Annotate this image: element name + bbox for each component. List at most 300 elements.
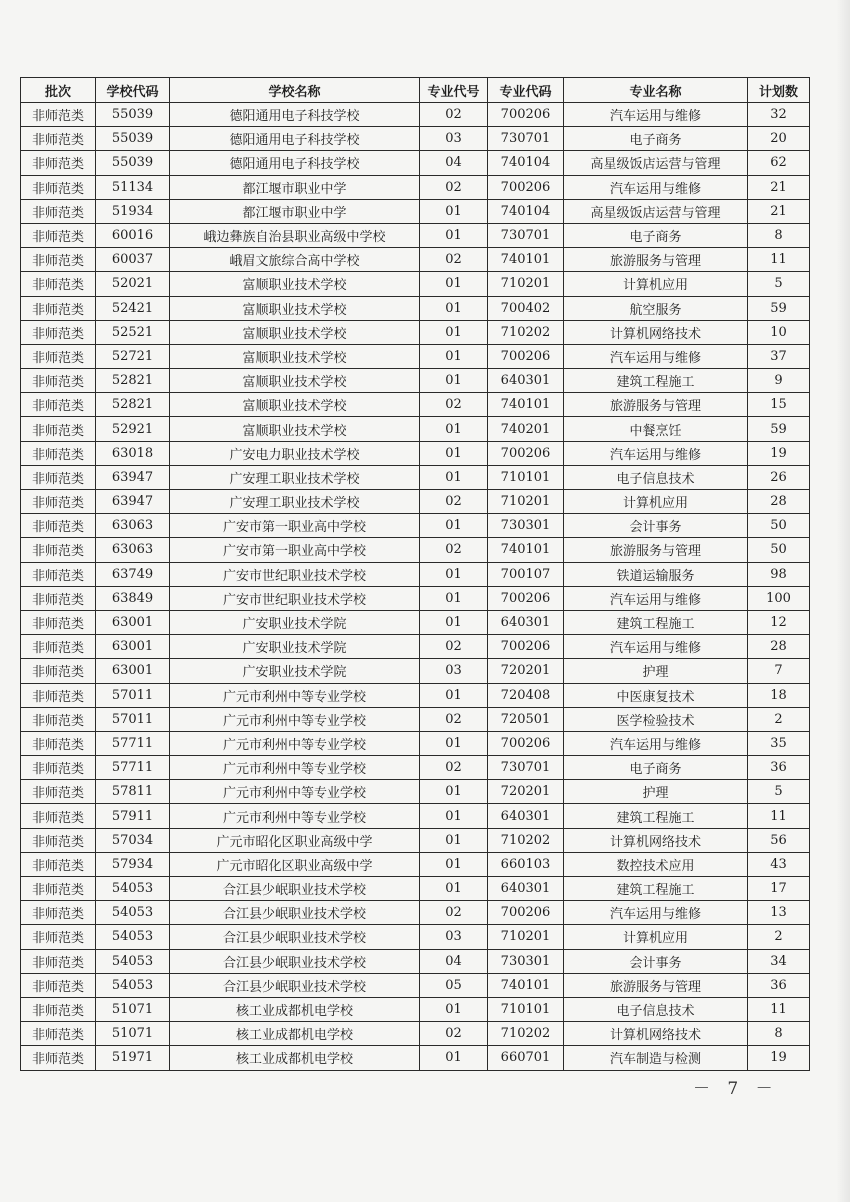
enrollment-plan-table [20, 77, 810, 1071]
table-row [21, 369, 810, 393]
cell-major-name: 会计事务 [564, 514, 748, 538]
cell-school-name: 合江县少岷职业技术学校 [170, 949, 420, 973]
cell-major-number: 01 [420, 296, 488, 320]
cell-major-name: 电子信息技术 [564, 997, 748, 1021]
cell-school-code: 57034 [96, 828, 170, 852]
cell-plan-count: 32 [748, 103, 810, 127]
cell-major-code: 700206 [488, 175, 564, 199]
cell-major-name: 汽车制造与检测 [564, 1046, 748, 1070]
cell-major-number: 01 [420, 1046, 488, 1070]
cell-major-number: 01 [420, 514, 488, 538]
cell-major-number: 01 [420, 804, 488, 828]
table-row [21, 151, 810, 175]
table-row [21, 828, 810, 852]
cell-major-name: 会计事务 [564, 949, 748, 973]
cell-major-code: 640301 [488, 877, 564, 901]
cell-major-code: 720201 [488, 780, 564, 804]
cell-school-name: 都江堰市职业中学 [170, 175, 420, 199]
cell-school-code: 57934 [96, 852, 170, 876]
cell-batch: 非师范类 [21, 1046, 96, 1070]
cell-batch: 非师范类 [21, 780, 96, 804]
table-row [21, 852, 810, 876]
table-row [21, 756, 810, 780]
table-body [21, 103, 810, 1071]
cell-major-code: 660701 [488, 1046, 564, 1070]
cell-major-code: 700206 [488, 635, 564, 659]
cell-batch: 非师范类 [21, 417, 96, 441]
header-major-code: 专业代码 [488, 78, 564, 103]
cell-batch: 非师范类 [21, 296, 96, 320]
cell-school-name: 广安市世纪职业技术学校 [170, 562, 420, 586]
cell-school-code: 63063 [96, 538, 170, 562]
cell-major-number: 03 [420, 127, 488, 151]
cell-school-name: 广元市昭化区职业高级中学 [170, 828, 420, 852]
cell-major-number: 02 [420, 1022, 488, 1046]
cell-school-code: 63001 [96, 635, 170, 659]
cell-major-code: 640301 [488, 610, 564, 634]
cell-batch: 非师范类 [21, 320, 96, 344]
cell-major-code: 710202 [488, 1022, 564, 1046]
cell-school-name: 德阳通用电子科技学校 [170, 103, 420, 127]
cell-major-name: 数控技术应用 [564, 852, 748, 876]
header-school-name: 学校名称 [170, 78, 420, 103]
cell-major-number: 01 [420, 828, 488, 852]
cell-major-number: 02 [420, 635, 488, 659]
cell-school-name: 峨眉文旅综合高中学校 [170, 248, 420, 272]
cell-school-name: 广元市利州中等专业学校 [170, 707, 420, 731]
cell-batch: 非师范类 [21, 369, 96, 393]
table-row [21, 731, 810, 755]
cell-major-number: 01 [420, 441, 488, 465]
table-row [21, 393, 810, 417]
cell-major-name: 电子信息技术 [564, 465, 748, 489]
cell-school-code: 52821 [96, 369, 170, 393]
table-row [21, 514, 810, 538]
cell-school-name: 合江县少岷职业技术学校 [170, 925, 420, 949]
cell-school-code: 60016 [96, 223, 170, 247]
cell-school-name: 峨边彝族自治县职业高级中学校 [170, 223, 420, 247]
header-major-number: 专业代号 [420, 78, 488, 103]
cell-major-code: 710202 [488, 320, 564, 344]
cell-batch: 非师范类 [21, 272, 96, 296]
cell-plan-count: 98 [748, 562, 810, 586]
cell-major-name: 计算机网络技术 [564, 320, 748, 344]
cell-major-number: 05 [420, 973, 488, 997]
table-row [21, 272, 810, 296]
cell-major-name: 汽车运用与维修 [564, 901, 748, 925]
cell-major-name: 旅游服务与管理 [564, 538, 748, 562]
cell-school-name: 核工业成都机电学校 [170, 1046, 420, 1070]
cell-major-code: 720408 [488, 683, 564, 707]
cell-school-code: 55039 [96, 127, 170, 151]
cell-major-number: 01 [420, 465, 488, 489]
cell-major-code: 740104 [488, 151, 564, 175]
cell-major-number: 03 [420, 659, 488, 683]
cell-plan-count: 15 [748, 393, 810, 417]
table-row [21, 320, 810, 344]
cell-major-code: 710101 [488, 997, 564, 1021]
cell-school-code: 63947 [96, 465, 170, 489]
cell-school-code: 52921 [96, 417, 170, 441]
cell-major-number: 01 [420, 586, 488, 610]
cell-plan-count: 56 [748, 828, 810, 852]
cell-school-name: 富顺职业技术学校 [170, 417, 420, 441]
cell-major-number: 01 [420, 780, 488, 804]
cell-major-code: 700206 [488, 731, 564, 755]
cell-plan-count: 34 [748, 949, 810, 973]
cell-plan-count: 37 [748, 344, 810, 368]
cell-school-name: 广元市利州中等专业学校 [170, 683, 420, 707]
cell-school-code: 57711 [96, 756, 170, 780]
cell-major-name: 电子商务 [564, 127, 748, 151]
cell-major-name: 汽车运用与维修 [564, 441, 748, 465]
cell-plan-count: 5 [748, 272, 810, 296]
cell-major-name: 旅游服务与管理 [564, 973, 748, 997]
cell-school-code: 63001 [96, 610, 170, 634]
cell-school-code: 57711 [96, 731, 170, 755]
cell-major-name: 计算机应用 [564, 490, 748, 514]
cell-school-name: 广安市第一职业高中学校 [170, 538, 420, 562]
cell-plan-count: 19 [748, 1046, 810, 1070]
cell-major-code: 700206 [488, 103, 564, 127]
cell-major-code: 660103 [488, 852, 564, 876]
cell-school-name: 合江县少岷职业技术学校 [170, 901, 420, 925]
cell-school-code: 63849 [96, 586, 170, 610]
cell-major-code: 700206 [488, 586, 564, 610]
cell-plan-count: 36 [748, 973, 810, 997]
cell-school-code: 51934 [96, 199, 170, 223]
cell-plan-count: 11 [748, 248, 810, 272]
cell-batch: 非师范类 [21, 586, 96, 610]
cell-batch: 非师范类 [21, 393, 96, 417]
cell-plan-count: 9 [748, 369, 810, 393]
cell-major-number: 01 [420, 369, 488, 393]
cell-plan-count: 21 [748, 175, 810, 199]
cell-school-code: 52721 [96, 344, 170, 368]
cell-batch: 非师范类 [21, 828, 96, 852]
cell-major-name: 中医康复技术 [564, 683, 748, 707]
cell-plan-count: 8 [748, 223, 810, 247]
cell-major-name: 建筑工程施工 [564, 610, 748, 634]
table-row [21, 1022, 810, 1046]
cell-plan-count: 2 [748, 707, 810, 731]
cell-major-name: 计算机应用 [564, 925, 748, 949]
cell-school-code: 60037 [96, 248, 170, 272]
cell-batch: 非师范类 [21, 538, 96, 562]
table-row [21, 659, 810, 683]
cell-plan-count: 43 [748, 852, 810, 876]
cell-school-code: 55039 [96, 103, 170, 127]
table-row [21, 248, 810, 272]
cell-major-code: 710201 [488, 272, 564, 296]
cell-plan-count: 28 [748, 635, 810, 659]
cell-batch: 非师范类 [21, 223, 96, 247]
cell-major-code: 740101 [488, 393, 564, 417]
table-row [21, 804, 810, 828]
cell-major-name: 汽车运用与维修 [564, 586, 748, 610]
cell-school-name: 合江县少岷职业技术学校 [170, 973, 420, 997]
cell-plan-count: 11 [748, 997, 810, 1021]
cell-major-name: 建筑工程施工 [564, 369, 748, 393]
cell-school-code: 57011 [96, 683, 170, 707]
cell-major-name: 电子商务 [564, 223, 748, 247]
cell-batch: 非师范类 [21, 852, 96, 876]
cell-major-number: 01 [420, 997, 488, 1021]
cell-school-name: 广安市世纪职业技术学校 [170, 586, 420, 610]
cell-major-number: 01 [420, 272, 488, 296]
table-row [21, 635, 810, 659]
table-row [21, 707, 810, 731]
cell-major-name: 汽车运用与维修 [564, 635, 748, 659]
cell-batch: 非师范类 [21, 973, 96, 997]
cell-major-code: 740101 [488, 248, 564, 272]
cell-major-number: 04 [420, 151, 488, 175]
cell-major-code: 640301 [488, 369, 564, 393]
cell-batch: 非师范类 [21, 901, 96, 925]
cell-school-code: 52421 [96, 296, 170, 320]
table-row [21, 465, 810, 489]
cell-major-number: 01 [420, 344, 488, 368]
cell-plan-count: 19 [748, 441, 810, 465]
table-row [21, 490, 810, 514]
cell-major-name: 旅游服务与管理 [564, 248, 748, 272]
cell-batch: 非师范类 [21, 997, 96, 1021]
cell-batch: 非师范类 [21, 877, 96, 901]
table-row [21, 562, 810, 586]
cell-school-name: 广安职业技术学院 [170, 659, 420, 683]
cell-major-name: 高星级饭店运营与管理 [564, 199, 748, 223]
cell-batch: 非师范类 [21, 103, 96, 127]
cell-major-number: 04 [420, 949, 488, 973]
cell-major-name: 铁道运输服务 [564, 562, 748, 586]
header-major-name: 专业名称 [564, 78, 748, 103]
cell-major-code: 710101 [488, 465, 564, 489]
cell-school-code: 52021 [96, 272, 170, 296]
cell-school-name: 广元市利州中等专业学校 [170, 804, 420, 828]
table-row [21, 901, 810, 925]
cell-school-name: 广安理工职业技术学校 [170, 465, 420, 489]
cell-plan-count: 18 [748, 683, 810, 707]
cell-major-code: 740104 [488, 199, 564, 223]
cell-school-name: 富顺职业技术学校 [170, 320, 420, 344]
cell-major-code: 730701 [488, 756, 564, 780]
cell-plan-count: 7 [748, 659, 810, 683]
cell-school-name: 富顺职业技术学校 [170, 369, 420, 393]
cell-school-code: 54053 [96, 877, 170, 901]
cell-major-name: 护理 [564, 659, 748, 683]
cell-major-name: 汽车运用与维修 [564, 103, 748, 127]
cell-major-code: 700206 [488, 901, 564, 925]
cell-plan-count: 17 [748, 877, 810, 901]
cell-plan-count: 62 [748, 151, 810, 175]
table-row [21, 683, 810, 707]
cell-plan-count: 100 [748, 586, 810, 610]
cell-batch: 非师范类 [21, 175, 96, 199]
cell-major-number: 02 [420, 103, 488, 127]
cell-school-name: 德阳通用电子科技学校 [170, 151, 420, 175]
cell-major-code: 730301 [488, 949, 564, 973]
cell-batch: 非师范类 [21, 635, 96, 659]
cell-plan-count: 8 [748, 1022, 810, 1046]
cell-major-code: 740101 [488, 973, 564, 997]
cell-school-name: 核工业成都机电学校 [170, 997, 420, 1021]
cell-batch: 非师范类 [21, 465, 96, 489]
table-row [21, 199, 810, 223]
table-row [21, 441, 810, 465]
cell-major-number: 01 [420, 877, 488, 901]
cell-plan-count: 50 [748, 538, 810, 562]
cell-major-number: 01 [420, 320, 488, 344]
cell-school-code: 63063 [96, 514, 170, 538]
cell-major-code: 720201 [488, 659, 564, 683]
cell-batch: 非师范类 [21, 925, 96, 949]
cell-major-name: 汽车运用与维修 [564, 175, 748, 199]
header-batch: 批次 [21, 78, 96, 103]
table-row [21, 127, 810, 151]
cell-school-code: 57011 [96, 707, 170, 731]
cell-major-name: 建筑工程施工 [564, 804, 748, 828]
cell-major-name: 高星级饭店运营与管理 [564, 151, 748, 175]
cell-major-code: 700107 [488, 562, 564, 586]
table-header-row [21, 78, 810, 103]
cell-school-name: 都江堰市职业中学 [170, 199, 420, 223]
cell-plan-count: 28 [748, 490, 810, 514]
cell-major-number: 01 [420, 852, 488, 876]
cell-batch: 非师范类 [21, 344, 96, 368]
cell-school-code: 57811 [96, 780, 170, 804]
cell-major-number: 02 [420, 393, 488, 417]
cell-school-code: 57911 [96, 804, 170, 828]
cell-major-name: 航空服务 [564, 296, 748, 320]
cell-school-code: 54053 [96, 949, 170, 973]
cell-school-name: 富顺职业技术学校 [170, 393, 420, 417]
cell-plan-count: 50 [748, 514, 810, 538]
cell-school-code: 63749 [96, 562, 170, 586]
cell-batch: 非师范类 [21, 610, 96, 634]
cell-school-name: 广元市昭化区职业高级中学 [170, 852, 420, 876]
table-row [21, 538, 810, 562]
table-row [21, 1046, 810, 1070]
cell-major-code: 730301 [488, 514, 564, 538]
cell-major-name: 旅游服务与管理 [564, 393, 748, 417]
cell-batch: 非师范类 [21, 490, 96, 514]
cell-major-number: 02 [420, 175, 488, 199]
cell-school-code: 51134 [96, 175, 170, 199]
cell-major-code: 700206 [488, 344, 564, 368]
cell-school-name: 富顺职业技术学校 [170, 344, 420, 368]
cell-major-name: 护理 [564, 780, 748, 804]
cell-plan-count: 26 [748, 465, 810, 489]
table-row [21, 780, 810, 804]
cell-major-name: 医学检验技术 [564, 707, 748, 731]
cell-major-number: 02 [420, 248, 488, 272]
table-row [21, 103, 810, 127]
table-row [21, 586, 810, 610]
cell-plan-count: 36 [748, 756, 810, 780]
cell-major-code: 700206 [488, 441, 564, 465]
table-row [21, 973, 810, 997]
cell-major-code: 730701 [488, 127, 564, 151]
cell-batch: 非师范类 [21, 514, 96, 538]
cell-batch: 非师范类 [21, 199, 96, 223]
cell-school-name: 广安理工职业技术学校 [170, 490, 420, 514]
cell-major-number: 01 [420, 199, 488, 223]
cell-plan-count: 5 [748, 780, 810, 804]
cell-plan-count: 35 [748, 731, 810, 755]
cell-plan-count: 59 [748, 417, 810, 441]
cell-batch: 非师范类 [21, 562, 96, 586]
cell-major-code: 730701 [488, 223, 564, 247]
cell-major-number: 02 [420, 707, 488, 731]
cell-school-name: 广安职业技术学院 [170, 610, 420, 634]
cell-major-name: 汽车运用与维修 [564, 344, 748, 368]
cell-plan-count: 2 [748, 925, 810, 949]
cell-major-name: 电子商务 [564, 756, 748, 780]
header-school-code: 学校代码 [96, 78, 170, 103]
table-row [21, 925, 810, 949]
cell-school-name: 富顺职业技术学校 [170, 272, 420, 296]
cell-major-number: 03 [420, 925, 488, 949]
cell-batch: 非师范类 [21, 683, 96, 707]
cell-plan-count: 13 [748, 901, 810, 925]
cell-school-code: 54053 [96, 925, 170, 949]
cell-school-name: 合江县少岷职业技术学校 [170, 877, 420, 901]
cell-school-name: 富顺职业技术学校 [170, 296, 420, 320]
cell-school-code: 52521 [96, 320, 170, 344]
cell-major-number: 01 [420, 731, 488, 755]
cell-major-code: 710202 [488, 828, 564, 852]
cell-school-code: 54053 [96, 973, 170, 997]
cell-batch: 非师范类 [21, 127, 96, 151]
table-row [21, 997, 810, 1021]
cell-school-code: 51071 [96, 1022, 170, 1046]
cell-school-name: 核工业成都机电学校 [170, 1022, 420, 1046]
cell-school-code: 52821 [96, 393, 170, 417]
cell-school-code: 55039 [96, 151, 170, 175]
cell-major-number: 01 [420, 417, 488, 441]
cell-major-name: 建筑工程施工 [564, 877, 748, 901]
cell-major-name: 计算机网络技术 [564, 1022, 748, 1046]
cell-plan-count: 11 [748, 804, 810, 828]
table-row [21, 417, 810, 441]
cell-major-number: 02 [420, 490, 488, 514]
cell-batch: 非师范类 [21, 731, 96, 755]
cell-batch: 非师范类 [21, 248, 96, 272]
cell-major-number: 02 [420, 756, 488, 780]
cell-school-name: 广元市利州中等专业学校 [170, 780, 420, 804]
cell-plan-count: 10 [748, 320, 810, 344]
table-row [21, 223, 810, 247]
cell-major-code: 740201 [488, 417, 564, 441]
cell-school-name: 广元市利州中等专业学校 [170, 731, 420, 755]
cell-major-number: 02 [420, 538, 488, 562]
cell-major-name: 计算机网络技术 [564, 828, 748, 852]
header-plan-count: 计划数 [748, 78, 810, 103]
cell-school-code: 63947 [96, 490, 170, 514]
cell-school-name: 德阳通用电子科技学校 [170, 127, 420, 151]
cell-school-name: 广安电力职业技术学校 [170, 441, 420, 465]
table-row [21, 877, 810, 901]
cell-major-code: 710201 [488, 490, 564, 514]
table-row [21, 296, 810, 320]
cell-major-code: 740101 [488, 538, 564, 562]
cell-school-name: 广安职业技术学院 [170, 635, 420, 659]
table-row [21, 344, 810, 368]
cell-school-name: 广元市利州中等专业学校 [170, 756, 420, 780]
cell-major-name: 汽车运用与维修 [564, 731, 748, 755]
table-row [21, 610, 810, 634]
cell-major-code: 720501 [488, 707, 564, 731]
